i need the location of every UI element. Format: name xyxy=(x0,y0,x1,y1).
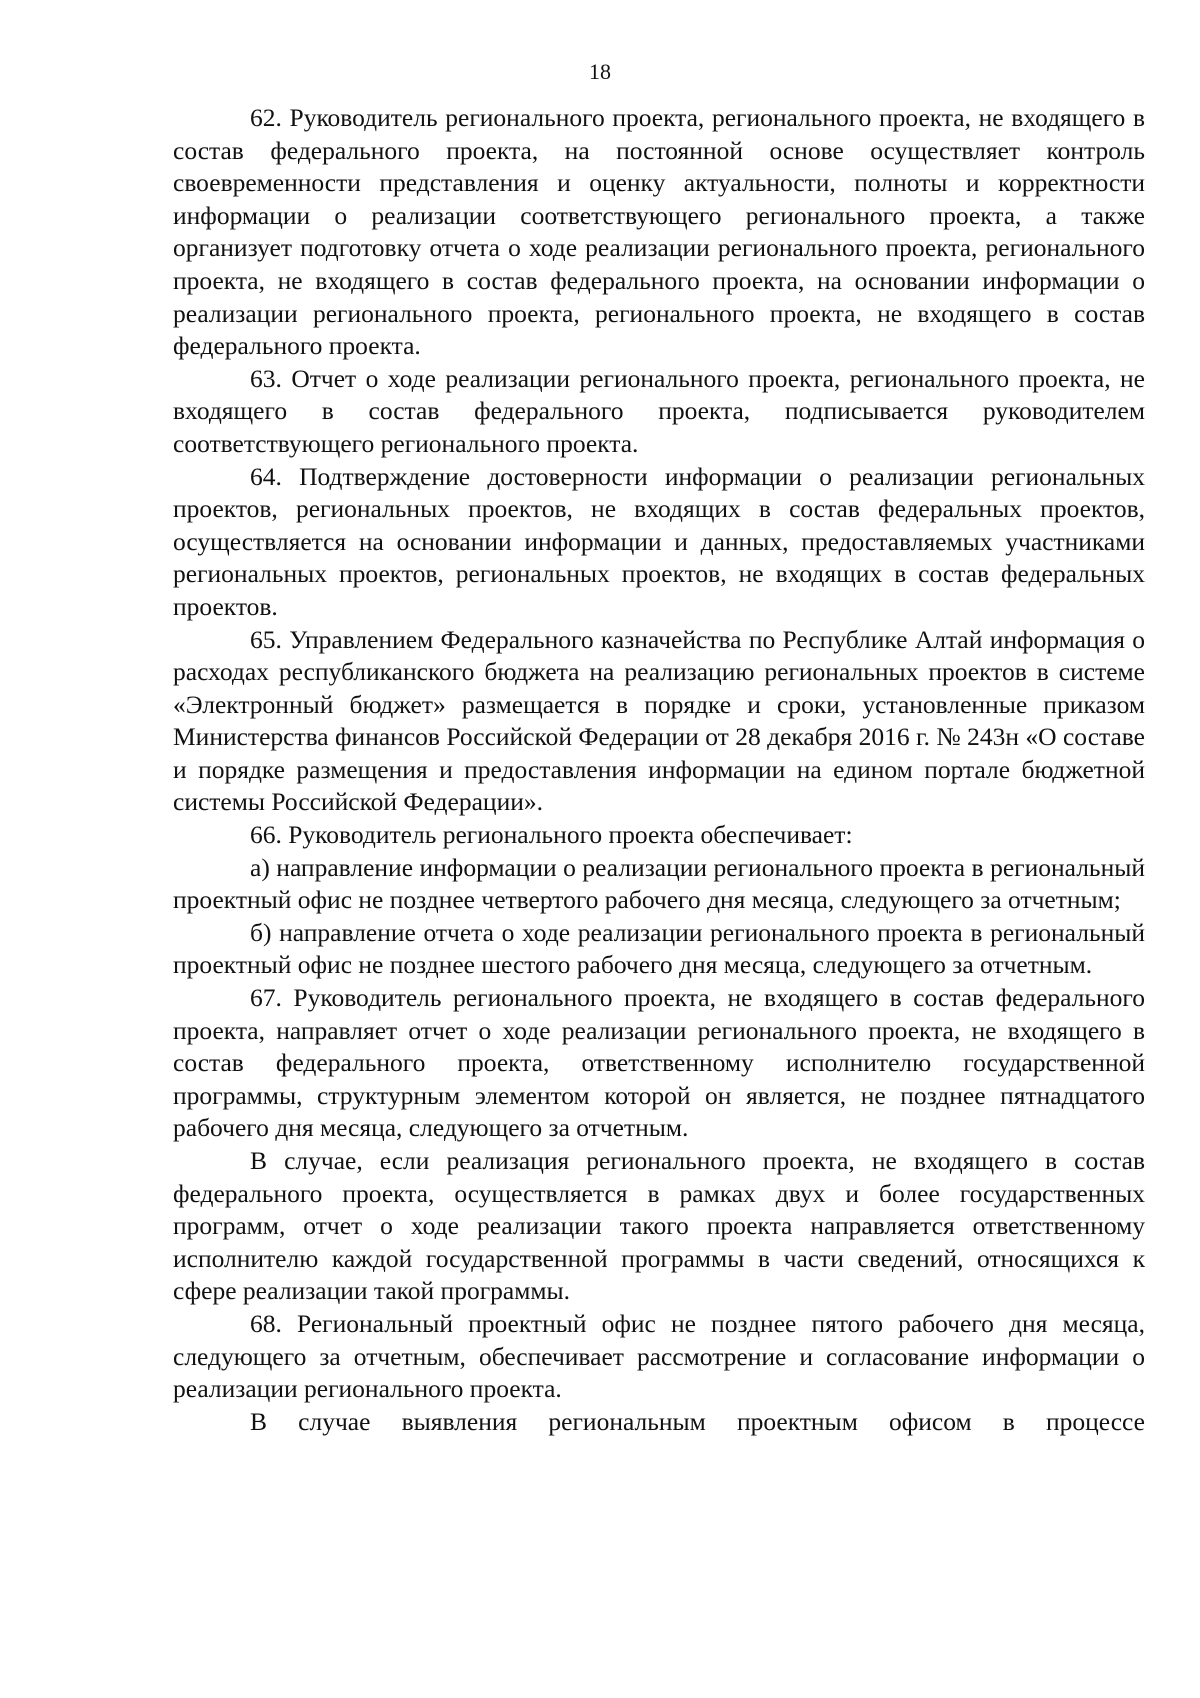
paragraph-66-b: б) направление отчета о ходе реализации регионального проекта в региональный проектный офис не позднее шестого рабочего дня месяца, следующего за отчетным. xyxy=(173,917,1145,980)
paragraph-63: 63. Отчет о ходе реализации регионального проекта, регионального проекта, не входящего в состав федерального проекта, подписывается руководителем соответствующего регионального проекта. xyxy=(173,363,1145,458)
paragraph-68-continuation: В случае выявления региональным проектным офисом в процессе xyxy=(250,1406,1145,1436)
paragraph-65: 65. Управлением Федерального казначейства по Республике Алтай информация о расходах республиканского бюджета на реализацию региональных проектов в системе «Электронный бюджет» размещается в порядке и сроки, установленные приказом Министерства финансов Российской Федерации от 28 декабря 2016 г. № 243н «О составе и порядке размещения и предоставления информации на едином портале бюджетной системы Российской Федерации». xyxy=(173,624,1145,817)
paragraph-66: 66. Руководитель регионального проекта обеспечивает: xyxy=(250,820,853,850)
document-body xyxy=(173,102,1145,1438)
paragraph-64: 64. Подтверждение достоверности информации о реализации региональных проектов, региональных проектов, не входящих в состав федеральных проектов, осуществляется на основании информации и данных, предоставляемых участниками региональных проектов, региональных проектов, не входящих в состав федеральных проектов. xyxy=(173,461,1145,621)
paragraph-68: 68. Региональный проектный офис не позднее пятого рабочего дня месяца, следующего за отчетным, обеспечивает рассмотрение и согласование информации о реализации регионального проекта. xyxy=(173,1308,1145,1404)
paragraph-62: 62. Руководитель регионального проекта, регионального проекта, не входящего в состав федерального проекта, на постоянной основе осуществляет контроль своевременности представления и оценку актуальности, полноты и корректности информации о реализации соответствующего регионального проекта, а также организует подготовку отчета о ходе реализации регионального проекта, регионального проекта, не входящего в состав федерального проекта, на основании информации о реализации регионального проекта, регионального проекта, не входящего в состав федерального проекта. xyxy=(173,103,1145,361)
paragraph-67-multiple-programs: В случае, если реализация регионального проекта, не входящего в состав федерального проекта, осуществляется в рамках двух и более государственных программ, отчет о ходе реализации такого проекта направляется ответственному исполнителю каждой государственной программы в части сведений, относящихся к сфере реализации такой программы. xyxy=(173,1146,1145,1306)
page-number: 18 xyxy=(589,59,611,84)
paragraph-66-a: а) направление информации о реализации регионального проекта в региональный проектный офис не позднее четвертого рабочего дня месяца, следующего за отчетным; xyxy=(173,852,1145,915)
paragraph-67: 67. Руководитель регионального проекта, не входящего в состав федерального проекта, направляет отчет о ходе реализации регионального проекта, не входящего в состав федерального проекта, ответственному исполнителю государственной программы, структурным элементом которой он является, не позднее пятнадцатого рабочего дня месяца, следующего за отчетным. xyxy=(173,983,1145,1143)
